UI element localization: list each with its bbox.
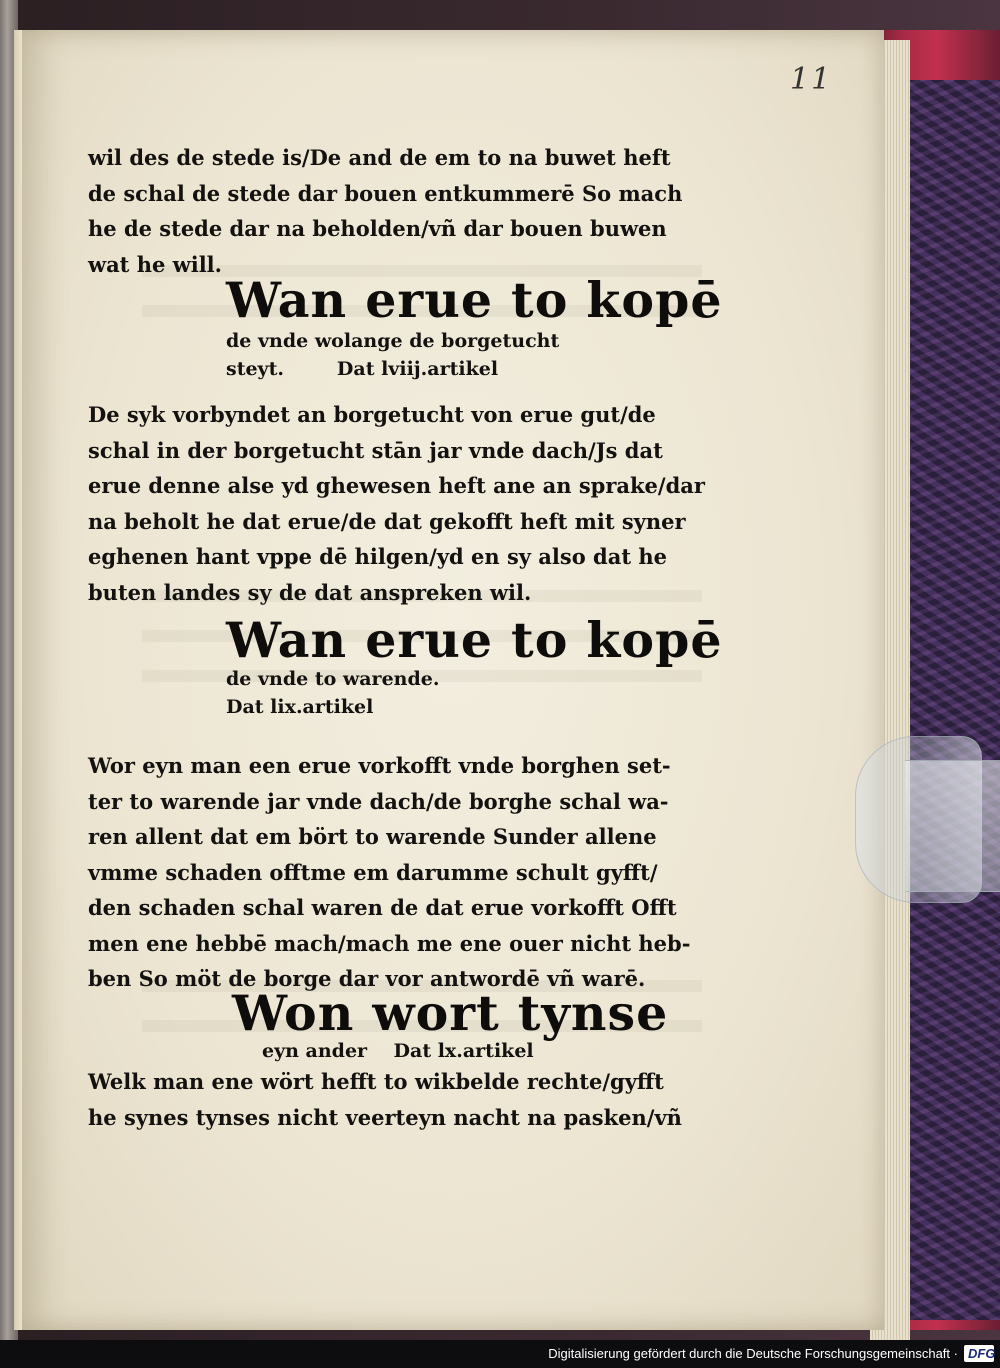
text-line: wat he will. — [88, 251, 222, 277]
page-holder-band — [905, 760, 1000, 892]
text-line: De syk vorbyndet an borgetucht von erue gut/de — [88, 402, 656, 427]
text-line: men ene hebbē mach/mach me ene ouer nicht heb- — [88, 930, 691, 956]
section-heading: Wan erue to kopē — [226, 271, 723, 329]
text-line: ren allent dat em bört to warende Sunder allene — [88, 824, 657, 849]
text-line: na beholt he dat erue/de dat gekofft heft mit syner — [88, 508, 686, 534]
section-heading: Won wort tynse — [232, 984, 669, 1042]
footer-credit: Digitalisierung gefördert durch die Deutsche Forschungsgemeinschaft · — [548, 1346, 958, 1361]
text-line: wil des de stede is/De and de em to na buwet heft — [88, 145, 671, 170]
text-paragraph — [88, 748, 691, 997]
section-heading: Wan erue to kopē — [226, 611, 723, 669]
text-line: erue denne alse yd ghewesen heft ane an sprake/dar — [88, 473, 705, 498]
text-line: vmme schaden offtme em darumme schult gyfft/ — [88, 859, 658, 885]
text-paragraph — [88, 397, 705, 610]
heading-subline: de vnde wolange de borgetucht — [226, 330, 560, 352]
text-line: ter to warende jar vnde dach/de borghe schal wa- — [88, 788, 669, 814]
text-line: ben So möt de borge dar vor antwordē vñ warē. — [88, 966, 646, 991]
text-paragraph — [88, 140, 688, 282]
heading-subline: de vnde to warende. — [226, 668, 440, 690]
text-line: eghenen hant vppe dē hilgen/yd en sy also dat he — [88, 544, 667, 569]
text-paragraph — [88, 1064, 688, 1135]
heading-subline: steyt. Dat lviij.artikel — [226, 358, 499, 380]
text-line: he de stede dar na beholden/vñ dar bouen buwen — [88, 216, 667, 241]
folio-number: 11 — [790, 62, 833, 97]
text-line: buten landes sy de dat anspreken wil. — [88, 579, 532, 605]
heading-subline: eyn ander Dat lx.artikel — [262, 1040, 534, 1062]
marbled-endpaper — [900, 80, 1000, 1320]
text-line: de schal de stede dar bouen entkummerē So mach — [88, 180, 683, 206]
text-line: Welk man ene wört hefft to wikbelde rechte/gyfft — [88, 1069, 664, 1094]
text-line: he synes tynses nicht veerteyn nacht na pasken/vñ — [88, 1104, 682, 1130]
text-line: Wor eyn man een erue vorkofft vnde borghen set- — [88, 753, 671, 778]
heading-subline: Dat lix.artikel — [226, 696, 374, 718]
text-line: den schaden schal waren de dat erue vorkofft Offt — [88, 895, 677, 920]
dfg-logo-text: DFG — [968, 1346, 996, 1361]
text-line: schal in der borgetucht stān jar vnde dach/Js dat — [88, 437, 663, 463]
